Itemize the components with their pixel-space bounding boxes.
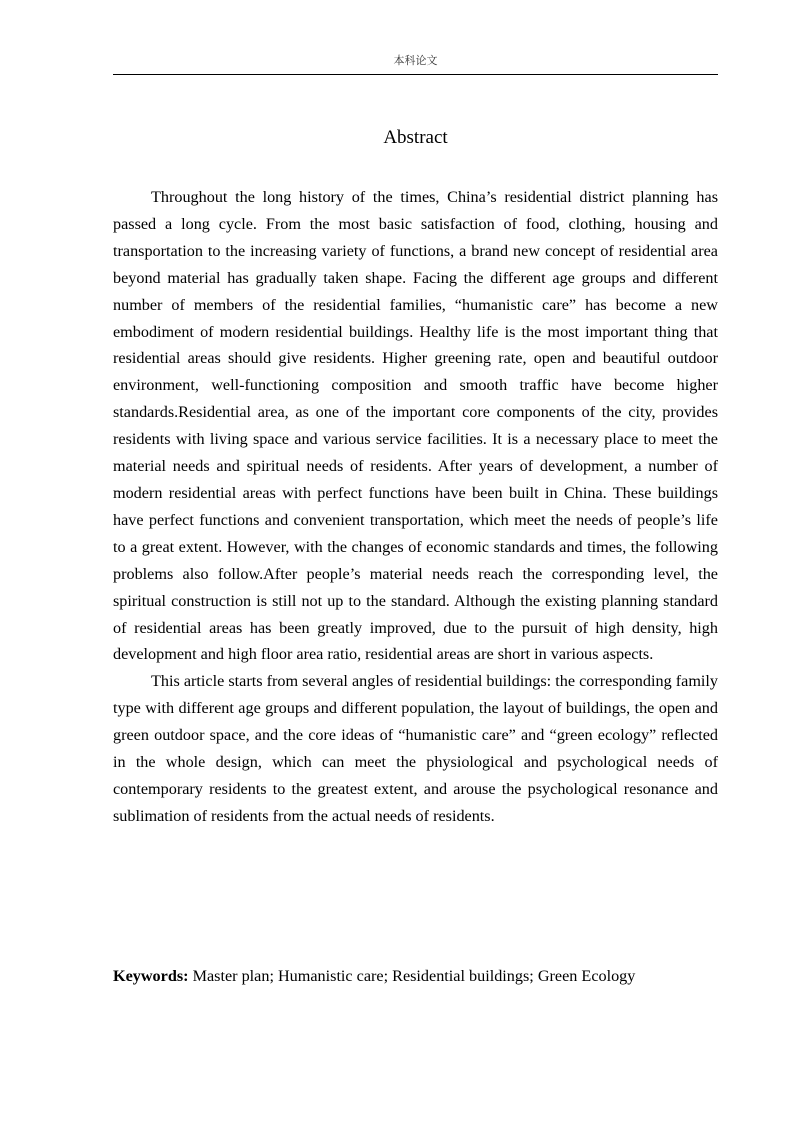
keywords-label: Keywords: [113, 967, 189, 985]
keywords-text: Master plan; Humanistic care; Residential buildings; Green Ecology [188, 967, 636, 985]
abstract-paragraph-2: This article starts from several angles of residential buildings: the corresponding family type with different age groups and different population, the layout of buildings, the open and green outdoor space, and the core ideas of “humanistic care” and “green ecology” reflected in the whole design, which can meet the physiological and psychological needs of contemporary residents to the greatest extent, and arouse the psychological resonance and sublimation of residents from the actual needs of residents. [113, 672, 718, 825]
header-text: 本科论文 [393, 54, 438, 67]
abstract-title: Abstract [383, 127, 448, 148]
keywords-line [113, 963, 733, 989]
page-header [113, 52, 718, 75]
abstract-body [113, 184, 718, 830]
abstract-paragraph-1: Throughout the long history of the times, China’s residential district planning has passed a long cycle. From the most basic satisfaction of food, clothing, housing and transportation to the increasing variety of functions, a brand new concept of residential area beyond material has gradually taken shape. Facing the different age groups and different number of members of the residential families, “humanistic care” has become a new embodiment of modern residential buildings. Healthy life is the most important thing that residential areas should give residents. Higher greening rate, open and beautiful outdoor environment, well-functioning composition and smooth traffic have become higher standards.Residential area, as one of the important core components of the city, provides residents with living space and various service facilities. It is a necessary place to meet the material needs and spiritual needs of residents. After years of development, a number of modern residential areas with perfect functions have been built in China. These buildings have perfect functions and convenient transportation, which meet the needs of people’s life to a great extent. However, with the changes of economic standards and times, the following problems also follow.After people’s material needs reach the corresponding level, the spiritual construction is still not up to the standard. Although the existing planning standard of residential areas has been greatly improved, due to the pursuit of high density, high development and high floor area ratio, residential areas are short in various aspects. [113, 188, 718, 664]
